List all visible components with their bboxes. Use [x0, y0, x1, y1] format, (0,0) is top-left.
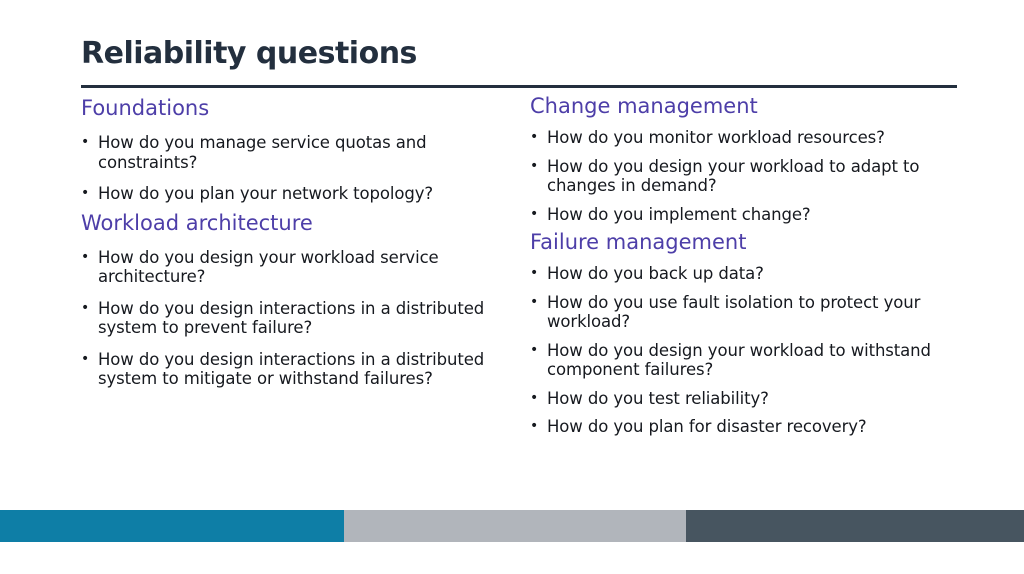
section-heading-foundations: Foundations [81, 96, 210, 120]
bullet-icon: • [81, 248, 90, 265]
list-item [81, 184, 501, 204]
list-item-text: How do you use fault isolation to protect your workload? [547, 292, 921, 331]
slide-title: Reliability questions [81, 36, 417, 71]
failure-management-list [530, 264, 950, 437]
bullet-icon: • [530, 418, 539, 434]
bullet-icon: • [530, 205, 539, 222]
bullet-icon: • [530, 157, 539, 174]
footer-bar-slate [686, 510, 1024, 542]
list-item-text: How do you design your workload to withstand component failures? [547, 340, 931, 379]
list-item-text: How do you design your workload service architecture? [98, 247, 439, 286]
section-heading-workload-architecture: Workload architecture [81, 210, 313, 235]
bullet-icon: • [530, 293, 539, 310]
bullet-icon: • [530, 389, 539, 406]
title-divider [81, 85, 957, 88]
bullet-icon: • [530, 129, 539, 145]
list-item-text: How do you manage service quotas and constraints? [98, 133, 427, 172]
bullet-icon: • [81, 350, 90, 367]
list-item [530, 293, 950, 332]
list-item [530, 341, 950, 380]
list-item-text: How do you implement change? [547, 204, 811, 224]
bullet-icon: • [81, 299, 90, 316]
list-item [530, 205, 950, 225]
list-item [530, 128, 950, 148]
list-item-text: How do you plan your network topology? [98, 184, 434, 203]
list-item-text: How do you test reliability? [547, 388, 769, 408]
list-item [530, 264, 950, 284]
list-item-text: How do you back up data? [547, 264, 764, 283]
list-item [81, 350, 501, 389]
section-heading-failure-management: Failure management [530, 230, 747, 254]
bullet-icon: • [81, 185, 90, 201]
change-management-list [530, 128, 950, 224]
list-item-text: How do you monitor workload resources? [547, 128, 885, 147]
right-column [530, 91, 950, 440]
list-item-text: How do you design interactions in a distributed system to prevent failure? [98, 298, 485, 337]
list-item [530, 389, 950, 409]
list-item [530, 417, 950, 437]
workload-architecture-list [81, 248, 501, 389]
list-item-text: How do you design interactions in a distributed system to mitigate or withstand failures? [98, 349, 485, 388]
list-item-text: How do you plan for disaster recovery? [547, 417, 867, 436]
left-column [81, 93, 501, 393]
bullet-icon: • [81, 134, 90, 150]
bullet-icon: • [530, 341, 539, 358]
list-item [530, 157, 950, 196]
list-item [81, 299, 501, 338]
foundations-list [81, 133, 501, 204]
list-item [81, 133, 501, 172]
footer-bar-gray [344, 510, 686, 542]
footer-bar-teal [0, 510, 344, 542]
list-item [81, 248, 501, 287]
bullet-icon: • [530, 265, 539, 281]
list-item-text: How do you design your workload to adapt to changes in demand? [547, 156, 920, 195]
section-heading-change-management: Change management [530, 94, 758, 118]
